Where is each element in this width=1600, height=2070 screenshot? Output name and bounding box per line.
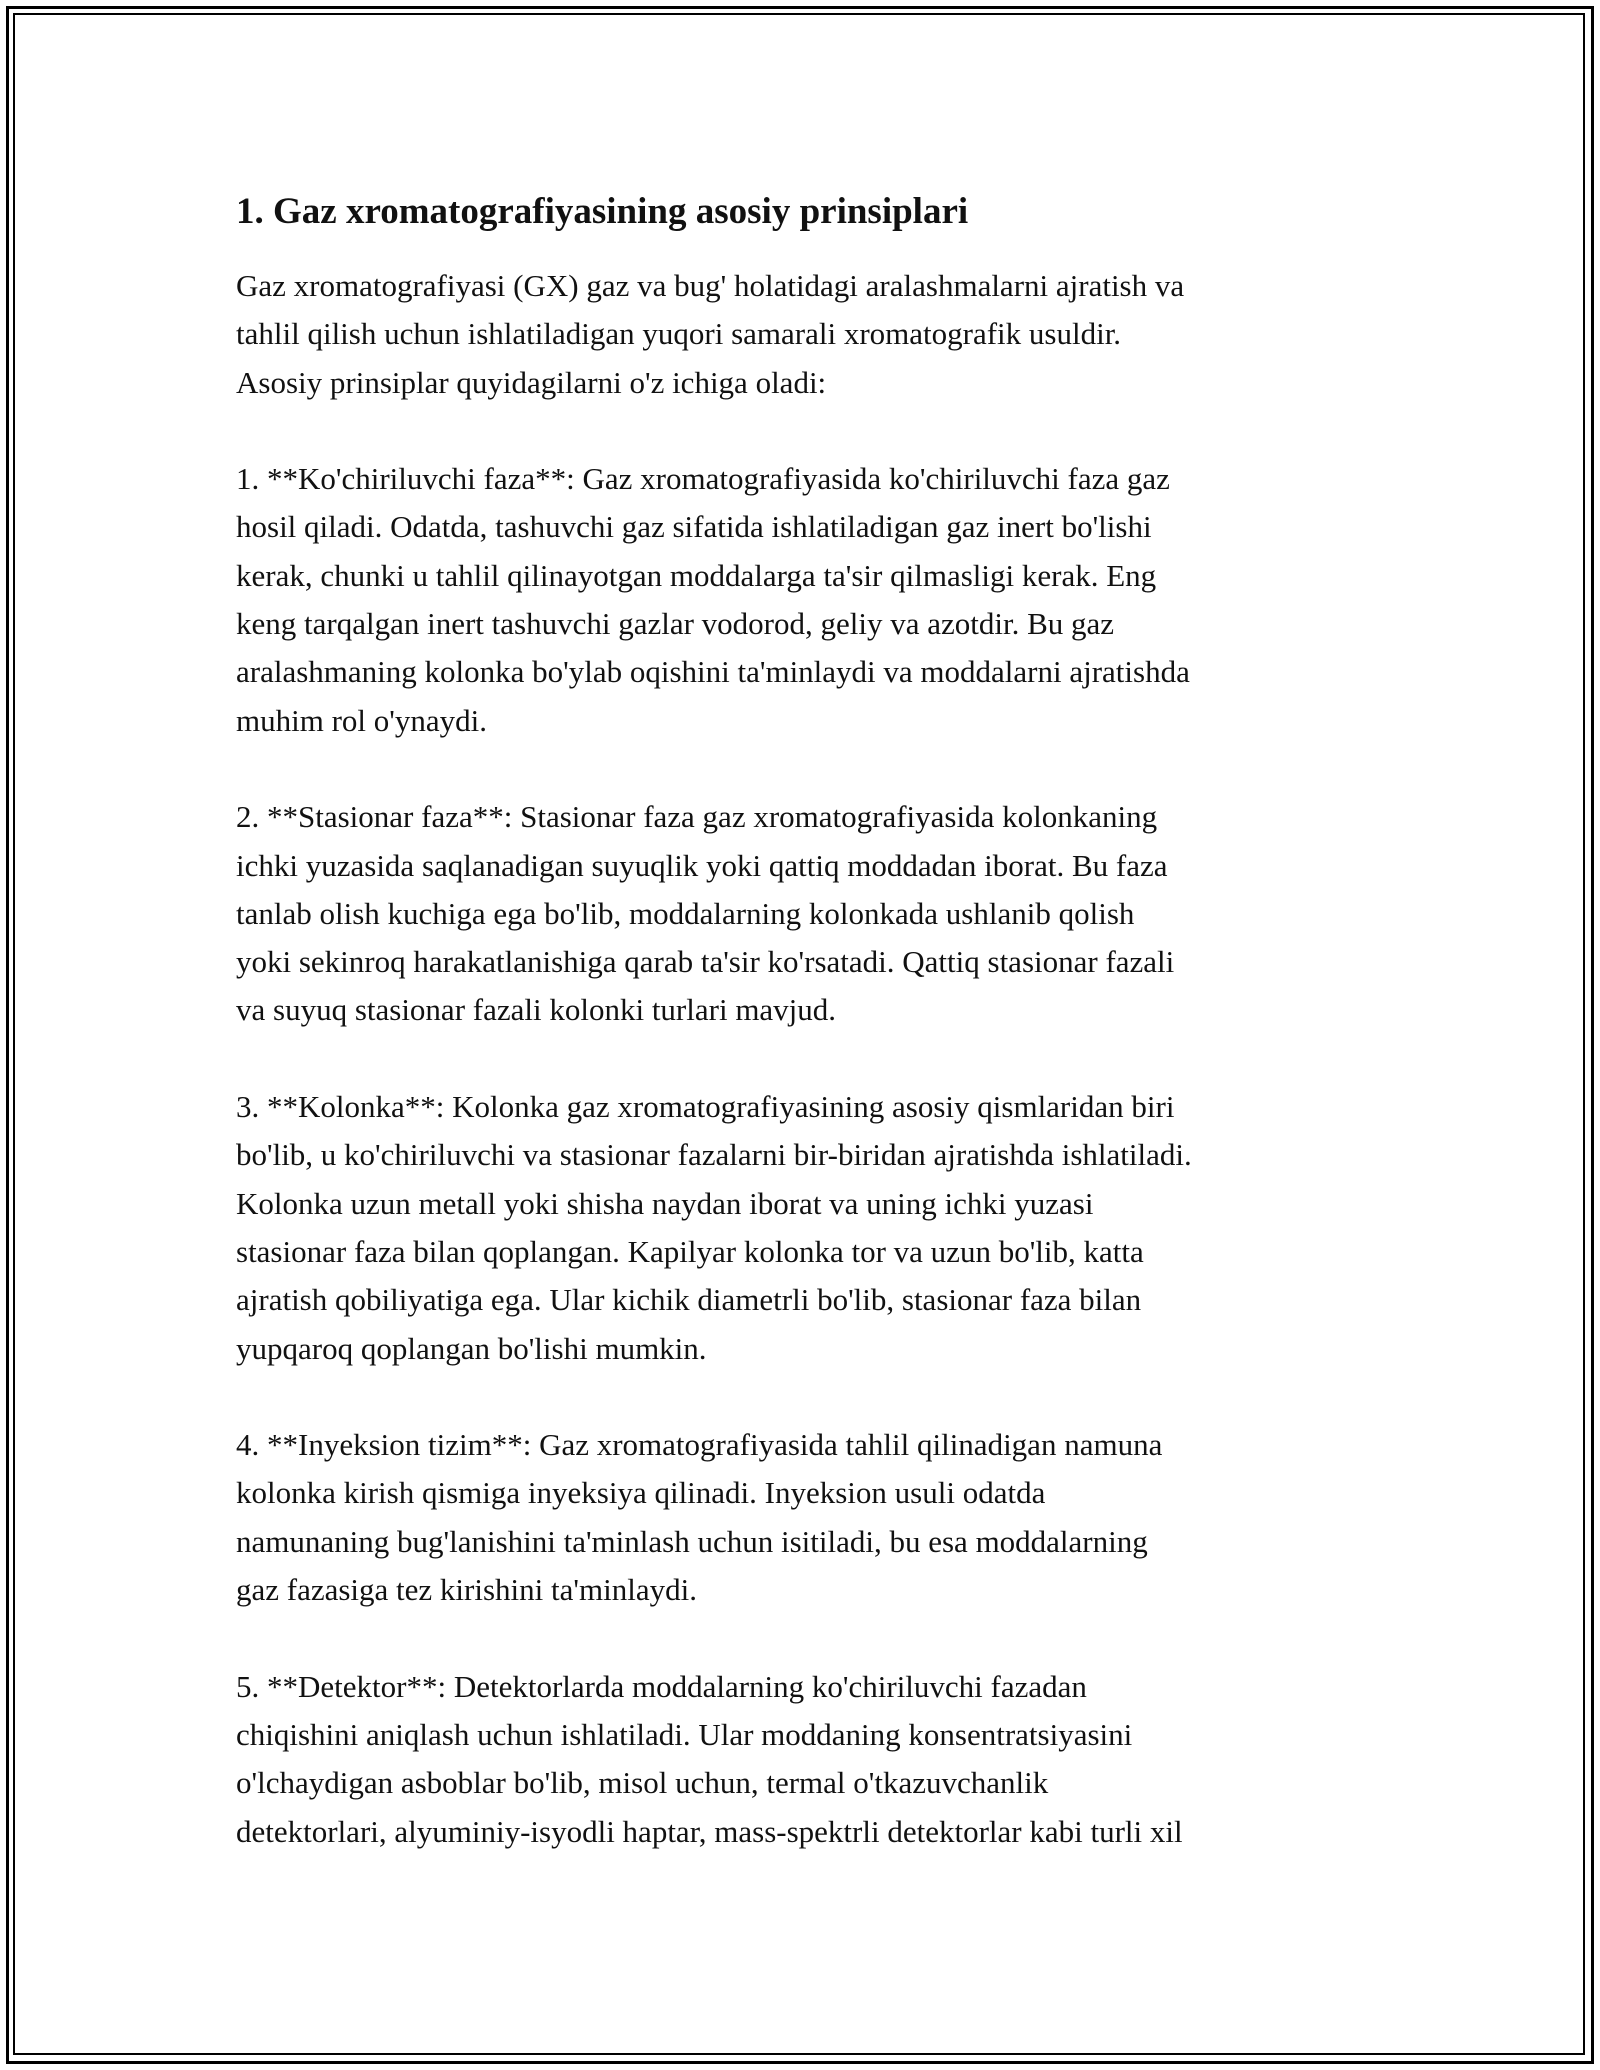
text-line: chiqishini aniqlash uchun ishlatiladi. Ular moddaning konsentratsiyasini	[236, 1716, 1133, 1752]
text-line: Gaz xromatografiyasi (GX) gaz va bug' holatidagi aralashmalarni ajratish va	[236, 268, 1185, 303]
text-line: 4. **Inyeksion tizim**: Gaz xromatografiyasida tahlil qilinadigan namuna	[236, 1427, 1163, 1463]
text-line: tahlil qilish uchun ishlatiladigan yuqori samarali xromatografik usuldir.	[236, 316, 1122, 352]
text-line: muhim rol o'ynaydi.	[236, 702, 487, 738]
text-line: stasionar faza bilan qoplangan. Kapilyar kolonka tor va uzun bo'lib, katta	[236, 1233, 1144, 1269]
text-line: 5. **Detektor**: Detektorlarda moddalarning ko'chiriluvchi fazadan	[236, 1668, 1087, 1704]
paragraph-stationary-phase	[236, 793, 1386, 1034]
paragraph-column	[236, 1083, 1386, 1373]
document-body	[236, 188, 1386, 1904]
document-title: 1. Gaz xromatografiyasining asosiy prinsiplari	[236, 191, 969, 232]
text-line: keng tarqalgan inert tashuvchi gazlar vodorod, geliy va azotdir. Bu gaz	[236, 606, 1115, 642]
text-line: bo'lib, u ko'chiriluvchi va stasionar fazalarni bir-biridan ajratishda ishlatiladi.	[236, 1137, 1192, 1173]
text-line: gaz fazasiga tez kirishini ta'minlaydi.	[236, 1572, 697, 1608]
text-line: 3. **Kolonka**: Kolonka gaz xromatografiyasining asosiy qismlaridan biri	[236, 1089, 1175, 1125]
text-line: va suyuq stasionar fazali kolonki turlari mavjud.	[236, 992, 837, 1028]
text-line: detektorlari, alyuminiy-isyodli haptar, mass-spektrli detektorlar kabi turli xil	[236, 1813, 1183, 1849]
text-line: kolonka kirish qismiga inyeksiya qilinadi. Inyeksion usuli odatda	[236, 1475, 1046, 1511]
text-line: hosil qiladi. Odatda, tashuvchi gaz sifatida ishlatiladigan gaz inert bo'lishi	[236, 509, 1152, 545]
text-line: ichki yuzasida saqlanadigan suyuqlik yoki qattiq moddadan iborat. Bu faza	[236, 847, 1168, 883]
text-line: Kolonka uzun metall yoki shisha naydan iborat va uning ichki yuzasi	[236, 1185, 1094, 1221]
text-line: aralashmaning kolonka bo'ylab oqishini ta'minlaydi va moddalarni ajratishda	[236, 654, 1190, 690]
text-line: namunaning bug'lanishini ta'minlash uchun isitiladi, bu esa moddalarning	[236, 1523, 1148, 1559]
text-line: yoki sekinroq harakatlanishiga qarab ta'sir ko'rsatadi. Qattiq stasionar fazali	[236, 944, 1175, 980]
paragraph-detector	[236, 1663, 1386, 1856]
text-line: yupqaroq qoplangan bo'lishi mumkin.	[236, 1330, 707, 1366]
text-line: kerak, chunki u tahlil qilinayotgan moddalarga ta'sir qilmasligi kerak. Eng	[236, 557, 1157, 593]
paragraph-intro	[236, 262, 1386, 407]
text-line: Asosiy prinsiplar quyidagilarni o'z ichiga oladi:	[236, 364, 827, 400]
text-line: o'lchaydigan asboblar bo'lib, misol uchun, termal o'tkazuvchanlik	[236, 1765, 1049, 1801]
text-line: 1. **Ko'chiriluvchi faza**: Gaz xromatografiyasida ko'chiriluvchi faza gaz	[236, 461, 1170, 497]
paragraph-injection-system	[236, 1421, 1386, 1614]
text-line: tanlab olish kuchiga ega bo'lib, moddalarning kolonkada ushlanib qolish	[236, 895, 1135, 931]
text-line: 2. **Stasionar faza**: Stasionar faza gaz xromatografiyasida kolonkaning	[236, 799, 1158, 835]
paragraph-mobile-phase	[236, 455, 1386, 745]
text-line: ajratish qobiliyatiga ega. Ular kichik diametrli bo'lib, stasionar faza bilan	[236, 1282, 1142, 1318]
